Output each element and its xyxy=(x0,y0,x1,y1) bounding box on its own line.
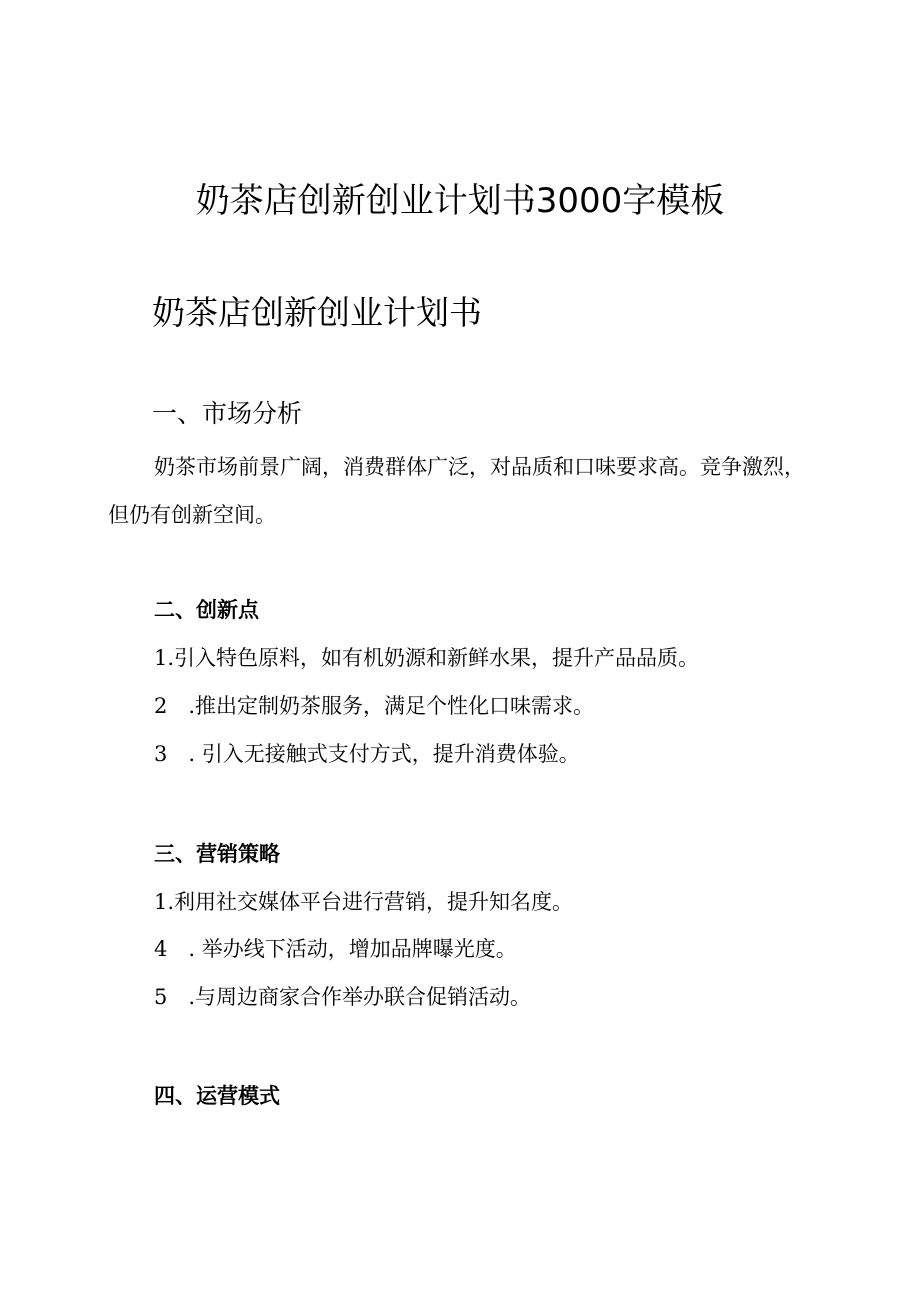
innovation-item-1: 1.引入特色原料，如有机奶源和新鲜水果，提升产品品质。 xyxy=(154,646,700,670)
section-heading-operation: 四、运营模式 xyxy=(154,1083,280,1108)
document-sub-title: 奶茶店创新创业计划书 xyxy=(152,293,482,332)
innovation-item-3: 3 . 引入无接触式支付方式，提升消费体验。 xyxy=(154,742,580,766)
marketing-item-3: 5 .与周边商家合作举办联合促销活动。 xyxy=(154,985,532,1009)
marketing-item-1: 1.利用社交媒体平台进行营销，提升知名度。 xyxy=(154,890,574,914)
marketing-item-2: 4 . 举办线下活动，增加品牌曝光度。 xyxy=(154,937,517,961)
innovation-item-2: 2 .推出定制奶茶服务，满足个性化口味需求。 xyxy=(154,694,595,718)
section-heading-innovation: 二、创新点 xyxy=(154,597,259,622)
document-main-title: 奶茶店创新创业计划书3000字模板 xyxy=(195,181,725,221)
market-analysis-paragraph: 奶茶市场前景广阔，消费群体广泛，对品质和口味要求高。竞争激烈，但仍有创新空间。 xyxy=(108,455,805,527)
section-heading-market-analysis: 一、市场分析 xyxy=(152,399,303,428)
section-heading-marketing: 三、营销策略 xyxy=(154,841,280,866)
